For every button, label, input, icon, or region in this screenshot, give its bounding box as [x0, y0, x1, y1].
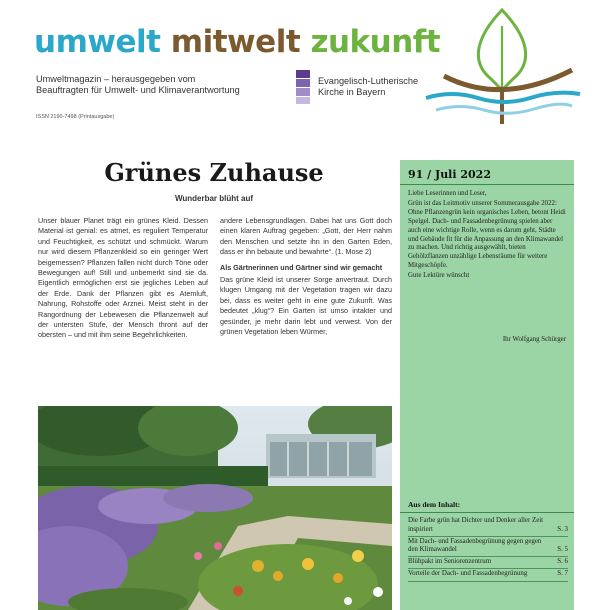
editorial-greeting: Liebe Leserinnen und Leser,: [408, 190, 487, 197]
publisher-info: [36, 74, 296, 96]
toc-item-page: S. 7: [557, 570, 568, 578]
toc-item[interactable]: [408, 557, 568, 569]
toc-item-page: S. 3: [557, 525, 568, 533]
leaf-cross-boat-logo: [422, 6, 582, 130]
garden-photo: [38, 406, 392, 610]
toc-item-title: Blühpakt im Seniorenzentrum: [408, 558, 492, 566]
editorial-text: [408, 190, 566, 282]
toc-item-page: S. 6: [557, 558, 568, 566]
article-column-1: [38, 216, 208, 341]
toc-title: Aus dem Inhalt:: [408, 500, 461, 509]
toc-item-title: Vorteile der Dach- und Fassadenbegrünung: [408, 570, 528, 578]
article-subtitle: Wunderbar blüht auf: [174, 194, 254, 203]
article-paragraph: Unser blauer Planet trägt ein grünes Kleid. Dessen Material ist genial: es atmet, es reguliert Temperatur und Feuchtigkeit, es schützt und schmückt. Warum nur wird diesem Pflanzenkleid so ein geringer Wert beigemessen? Pflanzen fallen nicht durch Töne oder Bewegungen auf! Still und unbemerkt sind sie da. Eigentlich ermöglichen erst sie jegliches Leben auf der Erde. Dank der Pflanzen gibt es Atemluft, Nahrung, Rohstoffe oder Arznei. Meist steht in der Rangordnung der Lebewesen die Pflanzenwelt auf der untersten Stufe, der Mensch thront auf der obersten – und mit ihm seine Begehrlichkeiten.: [38, 216, 208, 340]
table-of-contents: [408, 516, 568, 582]
toc-item-title: Die Farbe grün hat Dichter und Denker aller Zeit inspiriert: [408, 517, 544, 533]
issue-number: 91 / Juli 2022: [408, 168, 491, 181]
church-name: [318, 76, 418, 98]
sidebar-divider: [400, 184, 574, 185]
toc-item-title: Mit Dach- und Fassadenbegrünung gegen gegen den Klimawandel: [408, 537, 542, 554]
article-paragraph: andere Lebensgrundlagen. Dabei hat uns Gott doch einen klaren Auftrag gegeben: „Gott, der Herr nahm den Menschen und setzte ihn in den Garten Eden, dass er ihn bebaute und bewahrte“. (1. Mose 2): [220, 216, 392, 257]
title-word-umwelt: umwelt: [34, 24, 161, 60]
publisher-line-2: Beauftragten für Umwelt- und Klimaverantwortung: [36, 85, 240, 95]
toc-item[interactable]: [408, 537, 568, 558]
article-paragraph: Das grüne Kleid ist unserer Sorge anvertraut. Durch klugen Umgang mit der Vegetation tragen wir dazu bei, dass es weiter geht in eine gute Zukunft. Was bedeutet „klug“? Ein Garten ist umso intakter und gesünder, je mehr darin lebt und verwest. Von der grünen Vegetation leben Würmer,: [220, 275, 392, 337]
editorial-signature: Ihr Wolfgang Schürger: [502, 336, 566, 343]
church-line-2: Kirche in Bayern: [318, 87, 386, 97]
magazine-title: [34, 24, 474, 64]
issn: ISSN 2190-7498 (Printausgabe): [36, 114, 115, 120]
toc-divider: [400, 512, 574, 513]
toc-item[interactable]: [408, 569, 568, 581]
toc-item[interactable]: [408, 516, 568, 537]
editorial-body: Grün ist das Leitmotiv unserer Sommerausgabe 2022: Ohne Pflanzengrün kein organisches Leben, betont Heidi Spelgel. Dach- und Fassadenbegrünung spielen aber auch eine wichtige Rolle, wenn es darum geht, Städte und Gebäude fit für die Anpassung an den Klimawandel zu machen. Und richtig ausgewählt, bieten Gehölzflanzen unzählige Lebensräume für weitere Mitgeschöpfe.: [408, 199, 566, 270]
publisher-line-1: Umweltmagazin – herausgegeben vom: [36, 74, 196, 84]
church-line-1: Evangelisch-Lutherische: [318, 76, 419, 86]
editorial-sidebar: [400, 160, 574, 610]
toc-item-page: S. 5: [557, 546, 568, 554]
editorial-closing: Gute Lektüre wünscht: [408, 272, 470, 280]
title-word-mitwelt: mitwelt: [170, 24, 301, 60]
article-subheading: Als Gärtnerinnen und Gärtner sind wir gemacht: [220, 262, 383, 272]
article-column-2: [220, 216, 392, 337]
elkb-logo-icon: [296, 70, 310, 104]
title-word-zukunft: zukunft: [310, 24, 441, 60]
church-block: [296, 70, 426, 106]
article-title: Grünes Zuhause: [104, 158, 324, 187]
